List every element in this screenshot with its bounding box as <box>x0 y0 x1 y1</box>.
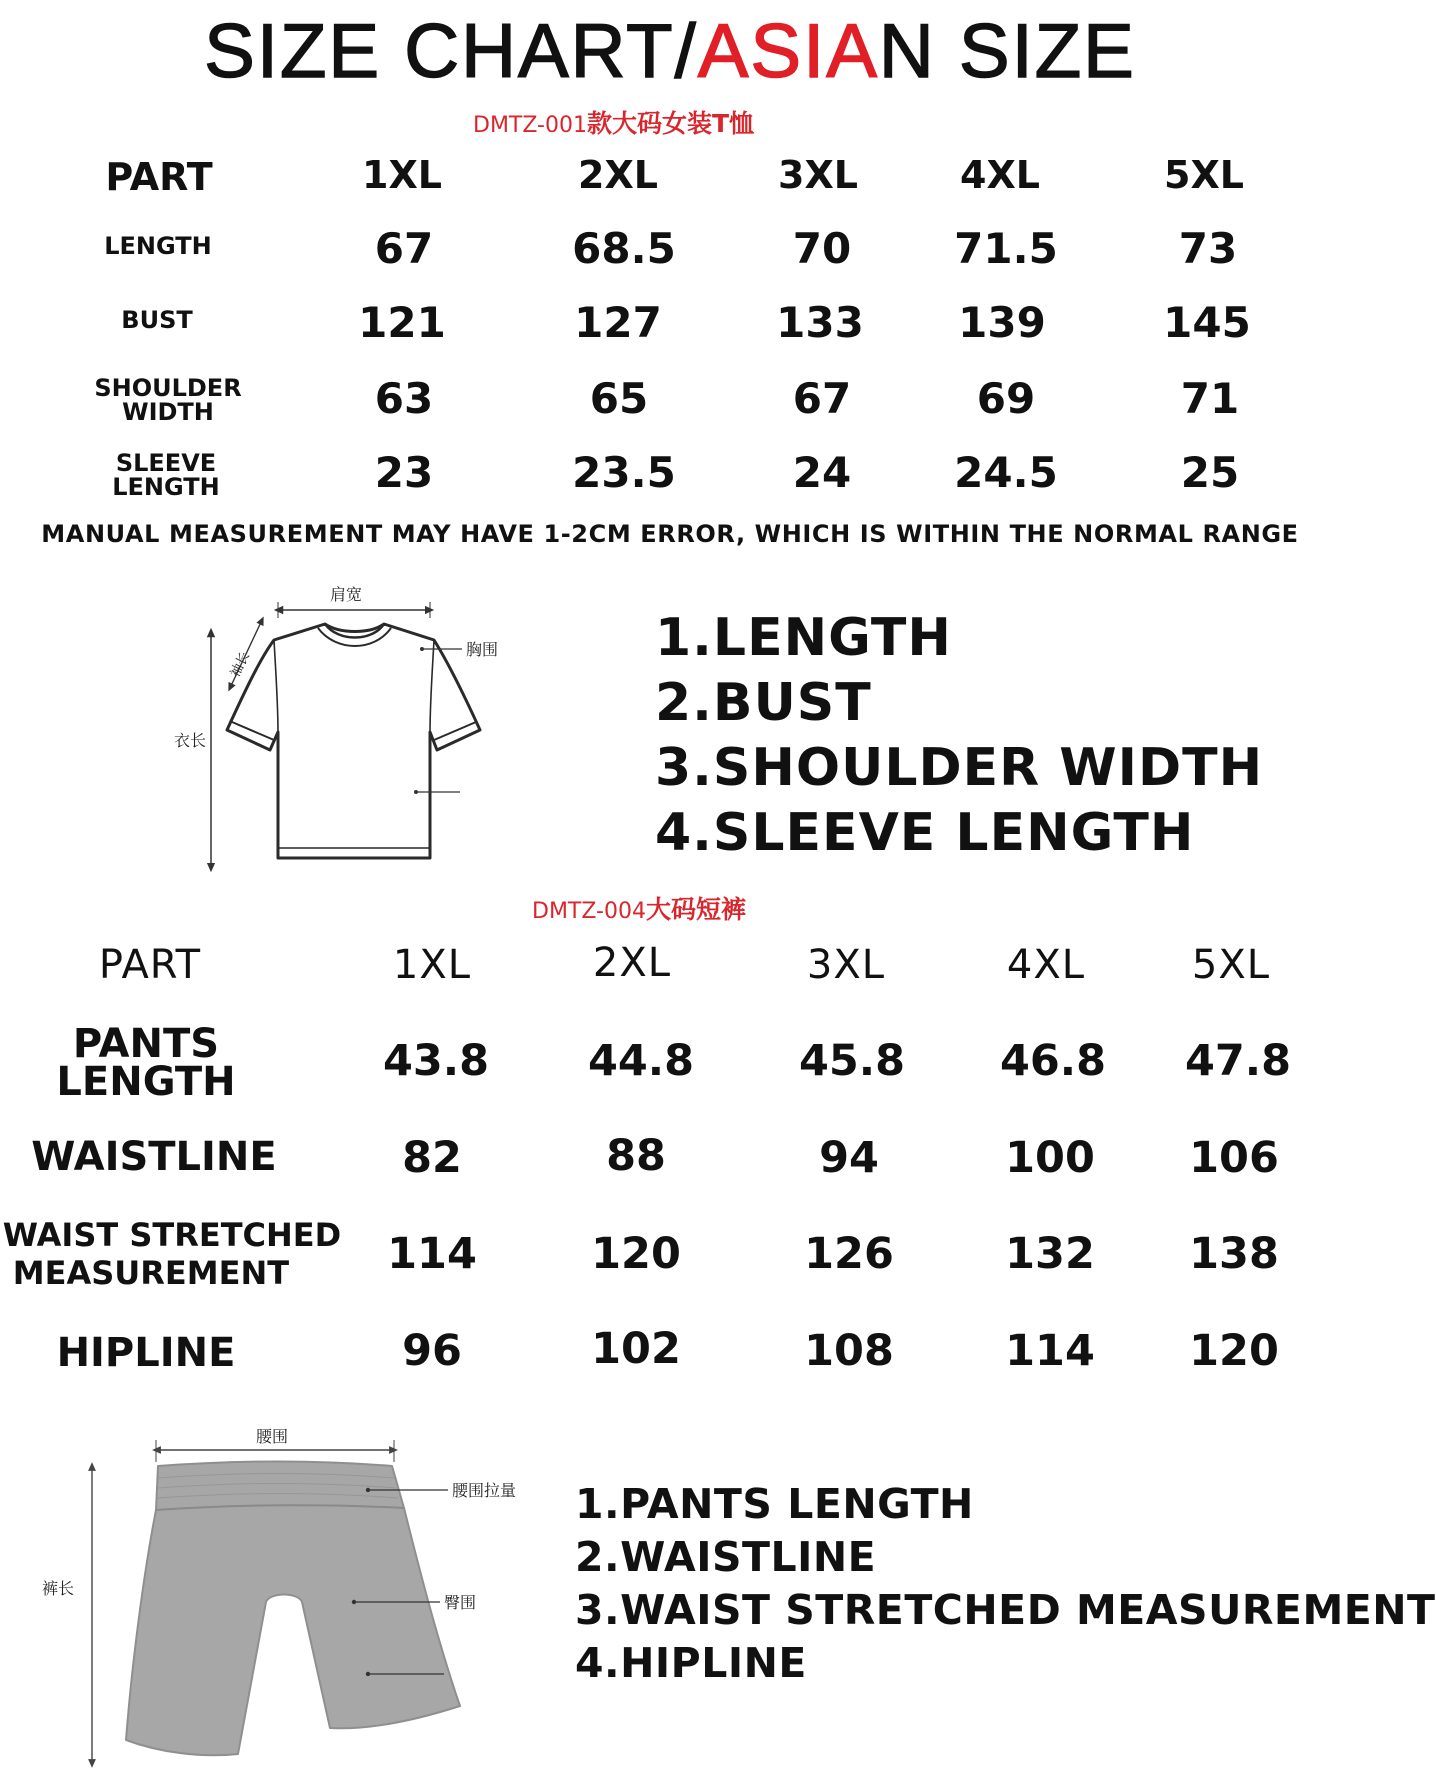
pants-row-label-pants-length <box>56 1021 236 1105</box>
pants-product-code <box>532 890 746 926</box>
shirt-code-suffix: 款大码女装T恤 <box>586 109 755 138</box>
title-part-1: SIZE CHART/ <box>204 9 698 94</box>
label-line: MEASUREMENT <box>12 1253 290 1292</box>
shirt-header-2xl: 2XL <box>578 153 658 197</box>
table-cell: 68.5 <box>572 224 676 273</box>
legend-item: 2.WAISTLINE <box>575 1533 877 1581</box>
legend-item: 1.PANTS LENGTH <box>575 1480 974 1528</box>
pants-header-part: PART <box>98 942 202 988</box>
table-cell: 121 <box>358 298 446 347</box>
table-cell: 126 <box>804 1229 894 1279</box>
label-line: SLEEVE <box>115 449 217 477</box>
table-cell: 82 <box>402 1133 462 1183</box>
table-cell: 24.5 <box>954 448 1058 497</box>
table-cell: 44.8 <box>587 1036 695 1086</box>
pants-legend <box>575 1478 1436 1690</box>
shirt-code-prefix: DMTZ-001 <box>473 113 587 138</box>
table-cell: 46.8 <box>999 1036 1107 1086</box>
table-cell: 114 <box>1005 1326 1095 1376</box>
shirt-header-4xl: 4XL <box>960 153 1040 197</box>
table-cell: 24 <box>792 448 852 497</box>
table-cell: 88 <box>606 1131 666 1181</box>
table-cell: 23.5 <box>572 448 676 497</box>
page-title <box>0 8 1340 95</box>
legend-item: 2.BUST <box>655 673 872 733</box>
pants-code-suffix: 大码短裤 <box>645 895 746 924</box>
pants-header-1xl: 1XL <box>392 942 472 988</box>
shirt-header-5xl: 5XL <box>1164 153 1244 197</box>
table-cell: 145 <box>1163 298 1251 347</box>
shirt-row-label-shoulder-width <box>94 374 242 426</box>
pants-row-label-waistline: WAISTLINE <box>31 1134 277 1180</box>
table-cell: 45.8 <box>798 1036 906 1086</box>
table-cell: 70 <box>792 224 852 273</box>
table-cell: 94 <box>819 1133 879 1183</box>
table-cell: 100 <box>1005 1133 1095 1183</box>
shirt-diagram-label-length: 衣长 <box>174 731 207 750</box>
shirt-row-label-length: LENGTH <box>104 232 212 260</box>
table-cell: 114 <box>387 1229 477 1279</box>
pants-header-5xl: 5XL <box>1191 942 1271 988</box>
table-cell: 43.8 <box>382 1036 490 1086</box>
shirt-diagram-label-shoulder: 肩宽 <box>330 585 363 604</box>
shorts-diagram-label-waist-stretch: 腰围拉量 <box>452 1481 517 1500</box>
table-cell: 25 <box>1180 448 1240 497</box>
shirt-row-label-bust: BUST <box>121 306 193 334</box>
table-cell: 139 <box>958 298 1046 347</box>
legend-item: 4.SLEEVE LENGTH <box>655 803 1195 863</box>
pants-row-label-hipline: HIPLINE <box>56 1330 236 1376</box>
table-cell: 65 <box>589 374 649 423</box>
legend-item: 1.LENGTH <box>655 608 952 668</box>
pants-code-prefix: DMTZ-004 <box>532 899 646 924</box>
legend-item: 3.WAIST STRETCHED MEASUREMENT <box>575 1586 1436 1634</box>
table-cell: 133 <box>776 298 864 347</box>
table-cell: 138 <box>1189 1229 1279 1279</box>
label-line: WAIST STRETCHED <box>2 1216 342 1254</box>
shirt-diagram-label-sleeve: 袖长 <box>228 649 253 680</box>
legend-item: 4.HIPLINE <box>575 1639 807 1687</box>
shorts-diagram-label-waist: 腰围 <box>256 1427 289 1446</box>
pants-header-4xl: 4XL <box>1006 942 1086 988</box>
label-line: LENGTH <box>112 472 220 501</box>
table-cell: 127 <box>574 298 662 347</box>
shirt-header-1xl: 1XL <box>362 153 442 197</box>
table-cell: 71.5 <box>954 224 1058 273</box>
label-line: LENGTH <box>56 1059 236 1105</box>
table-cell: 102 <box>591 1324 681 1374</box>
shirt-diagram-label-bust: 胸围 <box>466 640 499 659</box>
pants-row-label-waist-stretched <box>3 1217 341 1293</box>
shirt-product-code <box>473 104 754 140</box>
table-cell: 23 <box>374 448 434 497</box>
table-cell: 106 <box>1189 1133 1279 1183</box>
table-cell: 69 <box>976 374 1036 423</box>
shorts-diagram <box>40 1422 540 1772</box>
pants-header-2xl: 2XL <box>592 940 672 986</box>
table-cell: 108 <box>804 1326 894 1376</box>
shirt-row-label-sleeve-length <box>112 449 220 501</box>
table-cell: 47.8 <box>1184 1036 1292 1086</box>
shorts-diagram-label-length: 裤长 <box>42 1579 75 1598</box>
table-cell: 63 <box>374 374 434 423</box>
legend-item: 3.SHOULDER WIDTH <box>655 738 1264 798</box>
label-line: SHOULDER <box>94 374 242 402</box>
label-line: PANTS <box>72 1021 220 1067</box>
shirt-header-3xl: 3XL <box>778 153 858 197</box>
table-cell: 120 <box>1189 1326 1279 1376</box>
measurement-note: MANUAL MEASUREMENT MAY HAVE 1-2CM ERROR, WHICH IS WITHIN THE NORMAL RANGE <box>41 520 1299 548</box>
table-cell: 96 <box>402 1326 462 1376</box>
table-cell: 132 <box>1005 1229 1095 1279</box>
table-cell: 120 <box>591 1229 681 1279</box>
title-part-3: N SIZE <box>878 9 1136 94</box>
table-cell: 67 <box>374 224 434 273</box>
shirt-legend <box>655 606 1263 866</box>
table-cell: 73 <box>1178 224 1238 273</box>
pants-header-3xl: 3XL <box>806 942 886 988</box>
shorts-diagram-label-hip: 臀围 <box>444 1593 477 1612</box>
tshirt-shape <box>227 624 480 858</box>
shirt-header-part: PART <box>105 155 213 199</box>
table-cell: 67 <box>792 374 852 423</box>
tshirt-diagram <box>174 576 520 876</box>
title-part-asia: ASIA <box>697 9 879 94</box>
label-line: WIDTH <box>122 397 214 426</box>
table-cell: 71 <box>1180 374 1240 423</box>
